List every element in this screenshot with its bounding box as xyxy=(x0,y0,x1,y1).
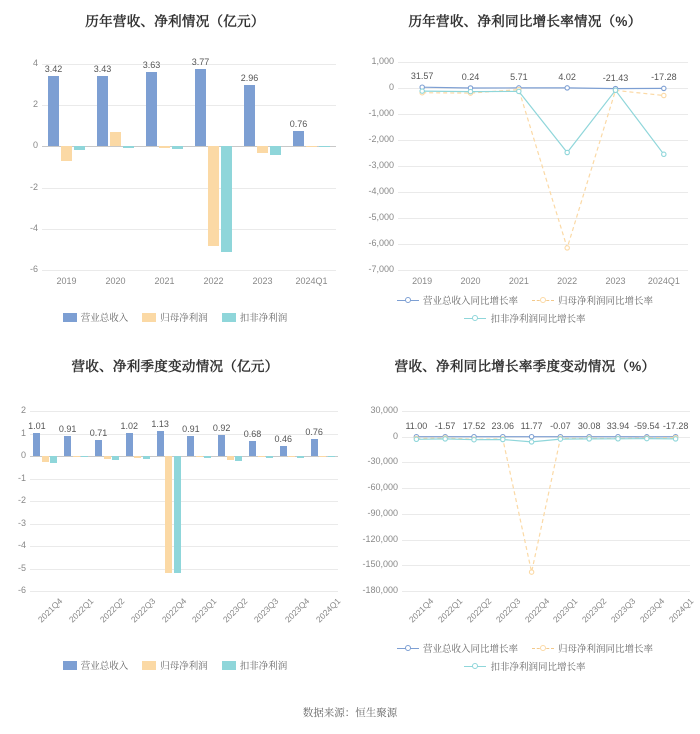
y-axis-tick: -7,000 xyxy=(368,264,394,274)
point-net-profit-growth xyxy=(565,246,569,250)
point-deducted-profit-growth xyxy=(613,88,617,92)
legend-swatch xyxy=(63,661,77,670)
bar-deducted-profit xyxy=(143,456,150,459)
gridline xyxy=(42,229,336,230)
series-value-label: 23.06 xyxy=(491,420,515,431)
y-axis-tick: -1 xyxy=(17,472,26,483)
panel-annual-growth-title: 历年营收、净利同比增长率情况（%） xyxy=(408,14,642,29)
legend-swatch xyxy=(63,313,77,322)
x-axis-tick: 2022 xyxy=(203,276,224,286)
legend-item xyxy=(397,293,518,307)
bar-value-label: 0.91 xyxy=(182,423,200,434)
bar-value-label: 3.77 xyxy=(191,56,210,67)
point-deducted-profit-growth xyxy=(517,89,521,93)
y-axis-tick: -6 xyxy=(29,264,38,274)
bar-net-profit xyxy=(159,146,170,148)
bar-net-profit xyxy=(319,456,326,457)
point-deducted-profit-growth xyxy=(501,437,505,441)
annual-amount-plot xyxy=(0,44,350,304)
gridline xyxy=(42,105,336,106)
y-axis-tick: 2 xyxy=(32,99,38,110)
y-axis-tick: -2,000 xyxy=(368,134,394,144)
legend-item xyxy=(63,310,129,324)
panel-quarterly-growth-title: 营收、净利同比增长率季度变动情况（%） xyxy=(394,359,656,374)
x-axis-tick: 2024Q1 xyxy=(666,596,695,625)
legend-item xyxy=(397,641,518,655)
bar-net-profit xyxy=(196,456,203,457)
legend-swatch xyxy=(532,643,554,653)
y-axis-tick: -5,000 xyxy=(368,212,394,222)
bar-revenue xyxy=(146,72,157,147)
bar-revenue xyxy=(293,131,304,147)
y-axis-tick: -4 xyxy=(17,540,26,550)
bar-net-profit xyxy=(227,456,234,460)
annual-growth-plot xyxy=(350,44,700,304)
bar-revenue xyxy=(244,85,255,146)
y-axis-tick: 1 xyxy=(20,427,26,438)
bar-revenue xyxy=(97,76,108,147)
bar-net-profit xyxy=(134,456,141,458)
legend-swatch xyxy=(464,313,486,323)
legend-item xyxy=(464,311,585,325)
legend-swatch xyxy=(397,295,419,305)
x-axis-tick: 2023 xyxy=(605,276,626,286)
bar-value-label: 3.42 xyxy=(44,63,63,74)
y-axis-tick: -3 xyxy=(17,517,26,528)
panel-quarterly-growth xyxy=(350,345,700,690)
gridline xyxy=(30,479,338,480)
x-axis-tick: 2024Q1 xyxy=(647,276,680,286)
bar-value-label: 0.71 xyxy=(89,428,108,439)
y-axis-tick: 0 xyxy=(392,430,398,441)
legend-item xyxy=(222,310,288,324)
bar-value-label: 2.96 xyxy=(240,73,259,84)
point-net-profit-growth xyxy=(529,570,533,574)
y-axis-tick: -30,000 xyxy=(367,456,398,467)
x-axis-tick: 2019 xyxy=(56,276,77,286)
legend-dot xyxy=(472,315,478,321)
bar-net-profit xyxy=(110,132,121,146)
x-axis-tick: 2022Q1 xyxy=(436,596,465,625)
legend-item xyxy=(464,659,585,673)
x-axis-tick: 2021 xyxy=(508,276,529,286)
bar-deducted-profit xyxy=(112,456,119,460)
bar-deducted-profit xyxy=(270,146,281,155)
bar-deducted-profit xyxy=(319,146,330,147)
legend-dot xyxy=(472,663,478,669)
annual-growth-legend xyxy=(350,293,700,325)
y-axis-tick: -90,000 xyxy=(367,507,398,518)
bar-net-profit xyxy=(61,146,72,161)
annual-amount-legend xyxy=(0,310,350,324)
x-axis-tick: 2022Q1 xyxy=(67,596,96,625)
legend-label: 营业总收入同比增长率 xyxy=(422,644,518,655)
quarterly-growth-legend xyxy=(350,641,700,673)
panel-quarterly-amount-title: 营收、净利季度变动情况（亿元） xyxy=(71,359,279,374)
panel-quarterly-amount xyxy=(0,345,350,690)
bar-deducted-profit xyxy=(74,146,85,149)
gridline xyxy=(30,569,338,570)
bar-value-label: 0.76 xyxy=(305,426,323,437)
source-note: 数据来源：恒生聚源 xyxy=(302,707,398,719)
legend-label: 归母净利润同比增长率 xyxy=(558,296,654,307)
bar-deducted-profit xyxy=(50,456,57,463)
bar-revenue xyxy=(187,436,194,456)
x-axis-tick: 2023Q2 xyxy=(221,596,250,625)
line-series-svg xyxy=(350,44,700,304)
legend-label: 营业总收入同比增长率 xyxy=(422,296,518,307)
point-deducted-profit-growth xyxy=(420,89,424,93)
x-axis-tick: 2022Q2 xyxy=(464,596,494,625)
y-axis-tick: -4 xyxy=(29,222,38,233)
point-deducted-profit-growth xyxy=(414,437,418,441)
y-axis-tick: -4,000 xyxy=(368,186,394,196)
legend-swatch xyxy=(532,295,554,305)
x-axis-tick: 2023 xyxy=(252,276,273,286)
bar-revenue xyxy=(195,69,206,147)
bar-revenue xyxy=(33,433,40,456)
y-axis-tick: -1,000 xyxy=(368,108,394,118)
series-value-label: 31.57 xyxy=(410,71,434,82)
series-value-label: -59.54 xyxy=(634,420,660,431)
x-axis-tick: 2021Q4 xyxy=(407,596,436,625)
y-axis-tick: 4 xyxy=(32,58,38,68)
legend-label: 扣非净利润 xyxy=(239,661,288,672)
x-axis-tick: 2022Q2 xyxy=(97,596,127,625)
y-axis-tick: -5 xyxy=(17,562,26,573)
y-axis-tick: 1,000 xyxy=(371,56,394,66)
bar-value-label: 3.43 xyxy=(93,63,112,74)
y-axis-tick: 2 xyxy=(20,405,26,415)
gridline xyxy=(30,524,338,525)
bar-deducted-profit xyxy=(123,146,134,148)
legend-dot xyxy=(540,297,546,303)
legend-label: 归母净利润同比增长率 xyxy=(558,644,654,655)
x-axis-tick: 2021 xyxy=(154,276,175,286)
y-axis-tick: 30,000 xyxy=(370,405,398,415)
legend-label: 归母净利润 xyxy=(160,661,208,672)
bar-deducted-profit xyxy=(81,456,88,457)
legend-swatch xyxy=(222,661,236,670)
zero-line xyxy=(42,146,336,147)
bar-revenue xyxy=(126,433,133,456)
x-axis-tick: 2023Q4 xyxy=(637,596,667,625)
bar-net-profit xyxy=(258,456,265,457)
point-deducted-profit-growth xyxy=(468,89,472,93)
x-axis-tick: 2023Q1 xyxy=(190,596,219,625)
x-axis-tick: 2023Q2 xyxy=(580,596,609,625)
x-axis-tick: 2021Q4 xyxy=(36,596,65,625)
series-value-label: 11.00 xyxy=(405,420,428,431)
gridline xyxy=(30,546,338,547)
y-axis-tick: 0 xyxy=(388,82,394,92)
gridline xyxy=(30,411,338,412)
line-revenue-growth xyxy=(422,87,664,88)
bar-revenue xyxy=(249,441,256,456)
y-axis-tick: 0 xyxy=(20,450,26,460)
y-axis-tick: -2 xyxy=(17,495,26,505)
y-axis-tick: -150,000 xyxy=(362,559,398,570)
bar-net-profit xyxy=(288,456,295,457)
y-axis-tick: -2 xyxy=(29,181,38,192)
legend-label: 归母净利润 xyxy=(160,313,208,324)
legend-label: 扣非净利润同比增长率 xyxy=(490,314,586,325)
point-deducted-profit-growth xyxy=(645,436,649,440)
bar-revenue xyxy=(280,446,287,456)
series-value-label: -21.43 xyxy=(602,72,629,83)
point-deducted-profit-growth xyxy=(616,437,620,441)
bar-net-profit xyxy=(306,146,317,147)
x-axis-tick: 2022Q3 xyxy=(128,596,158,625)
x-axis-tick: 2020 xyxy=(460,276,481,286)
legend-label: 扣非净利润同比增长率 xyxy=(490,662,586,673)
point-deducted-profit-growth xyxy=(558,437,562,441)
y-axis-tick: -60,000 xyxy=(367,482,398,493)
gridline xyxy=(30,501,338,502)
legend-swatch xyxy=(222,313,236,322)
legend-dot xyxy=(405,645,411,651)
bar-revenue xyxy=(48,76,59,146)
y-axis-tick: -6 xyxy=(17,585,26,595)
quarterly-amount-legend xyxy=(0,658,350,672)
point-deducted-profit-growth xyxy=(587,437,591,441)
y-axis-tick: 0 xyxy=(32,140,38,151)
legend-item xyxy=(142,310,208,324)
point-net-profit-growth xyxy=(662,93,666,97)
bar-value-label: 0.76 xyxy=(289,118,308,129)
legend-dot xyxy=(540,645,546,651)
panel-annual-amount xyxy=(0,0,350,345)
point-deducted-profit-growth xyxy=(443,437,447,441)
bar-value-label: 1.01 xyxy=(28,421,46,432)
gridline xyxy=(42,188,336,189)
series-value-label: 17.52 xyxy=(462,420,486,431)
legend-label: 扣非净利润 xyxy=(239,313,288,324)
gridline xyxy=(42,270,336,271)
bar-deducted-profit xyxy=(235,456,242,461)
line-net-profit-growth xyxy=(416,438,675,572)
bar-value-label: 0.46 xyxy=(274,433,293,444)
x-axis-tick: 2022 xyxy=(557,276,578,286)
x-axis-tick: 2020 xyxy=(105,276,126,286)
bar-deducted-profit xyxy=(221,146,232,252)
y-axis-tick: -3,000 xyxy=(368,160,394,170)
series-value-label: 11.77 xyxy=(520,420,543,431)
legend-label: 营业总收入 xyxy=(80,661,129,672)
legend-swatch xyxy=(142,661,156,670)
y-axis-tick: -120,000 xyxy=(362,533,398,544)
x-axis-tick: 2024Q1 xyxy=(313,596,342,625)
point-revenue-growth xyxy=(529,435,533,439)
point-deducted-profit-growth xyxy=(472,438,476,442)
bar-net-profit xyxy=(73,456,80,457)
bar-deducted-profit xyxy=(204,456,211,458)
point-deducted-profit-growth xyxy=(529,440,533,444)
bar-net-profit xyxy=(104,456,111,459)
bar-value-label: 0.91 xyxy=(58,423,77,434)
series-value-label: -17.28 xyxy=(662,420,689,431)
point-revenue-growth xyxy=(565,86,569,90)
bar-deducted-profit xyxy=(297,456,304,458)
gridline xyxy=(30,591,338,592)
series-value-label: -1.57 xyxy=(434,420,456,431)
x-axis-tick: 2022Q3 xyxy=(493,596,523,625)
legend-swatch xyxy=(464,661,486,671)
bar-revenue xyxy=(218,435,225,456)
bar-deducted-profit xyxy=(174,456,181,573)
panel-annual-amount-title: 历年营收、净利情况（亿元） xyxy=(85,14,265,29)
bar-value-label: 1.02 xyxy=(120,421,139,432)
series-value-label: -0.07 xyxy=(550,420,571,431)
bar-deducted-profit xyxy=(266,456,273,458)
bar-net-profit xyxy=(208,146,219,246)
x-axis-tick: 2023Q3 xyxy=(251,596,281,625)
series-value-label: 4.02 xyxy=(558,71,576,82)
bar-value-label: 0.68 xyxy=(243,428,262,439)
point-deducted-profit-growth xyxy=(673,437,677,441)
legend-item xyxy=(532,641,653,655)
point-deducted-profit-growth xyxy=(565,150,569,154)
bar-value-label: 3.63 xyxy=(142,59,161,70)
legend-label: 营业总收入 xyxy=(80,313,129,324)
line-deducted-profit-growth xyxy=(416,439,675,442)
x-axis-tick: 2024Q1 xyxy=(295,276,328,286)
bar-revenue xyxy=(64,436,71,456)
y-axis-tick: -6,000 xyxy=(368,238,394,248)
bar-revenue xyxy=(95,440,102,456)
legend-dot xyxy=(405,297,411,303)
point-revenue-growth xyxy=(662,86,666,90)
series-value-label: 30.08 xyxy=(577,420,601,431)
bar-revenue xyxy=(311,439,318,456)
bar-deducted-profit xyxy=(172,146,183,149)
legend-swatch xyxy=(397,643,419,653)
panel-annual-growth xyxy=(350,0,700,345)
bar-deducted-profit xyxy=(328,456,335,457)
bar-value-label: 0.92 xyxy=(212,423,231,434)
legend-swatch xyxy=(142,313,156,322)
quarterly-amount-plot xyxy=(0,389,350,649)
series-value-label: 33.94 xyxy=(606,420,630,431)
bar-net-profit xyxy=(42,456,49,462)
bar-revenue xyxy=(157,431,164,456)
quarterly-growth-plot xyxy=(350,389,700,649)
bar-net-profit xyxy=(257,146,268,153)
bar-net-profit xyxy=(165,456,172,573)
series-value-label: 5.71 xyxy=(510,71,528,82)
line-deducted-profit-growth xyxy=(422,90,664,154)
legend-item xyxy=(63,658,129,672)
series-value-label: 0.24 xyxy=(461,71,480,82)
x-axis-tick: 2022Q4 xyxy=(159,596,188,625)
line-net-profit-growth xyxy=(422,90,664,248)
legend-item xyxy=(532,293,653,307)
point-deducted-profit-growth xyxy=(662,152,666,156)
legend-item xyxy=(142,658,208,672)
bar-value-label: 1.13 xyxy=(151,418,169,429)
x-axis-tick: 2022Q4 xyxy=(522,596,551,625)
x-axis-tick: 2019 xyxy=(412,276,433,286)
series-value-label: -17.28 xyxy=(651,72,677,83)
x-axis-tick: 2023Q4 xyxy=(282,596,312,625)
x-axis-tick: 2023Q3 xyxy=(608,596,638,625)
x-axis-tick: 2023Q1 xyxy=(551,596,580,625)
legend-item xyxy=(222,658,288,672)
y-axis-tick: -180,000 xyxy=(362,585,398,595)
